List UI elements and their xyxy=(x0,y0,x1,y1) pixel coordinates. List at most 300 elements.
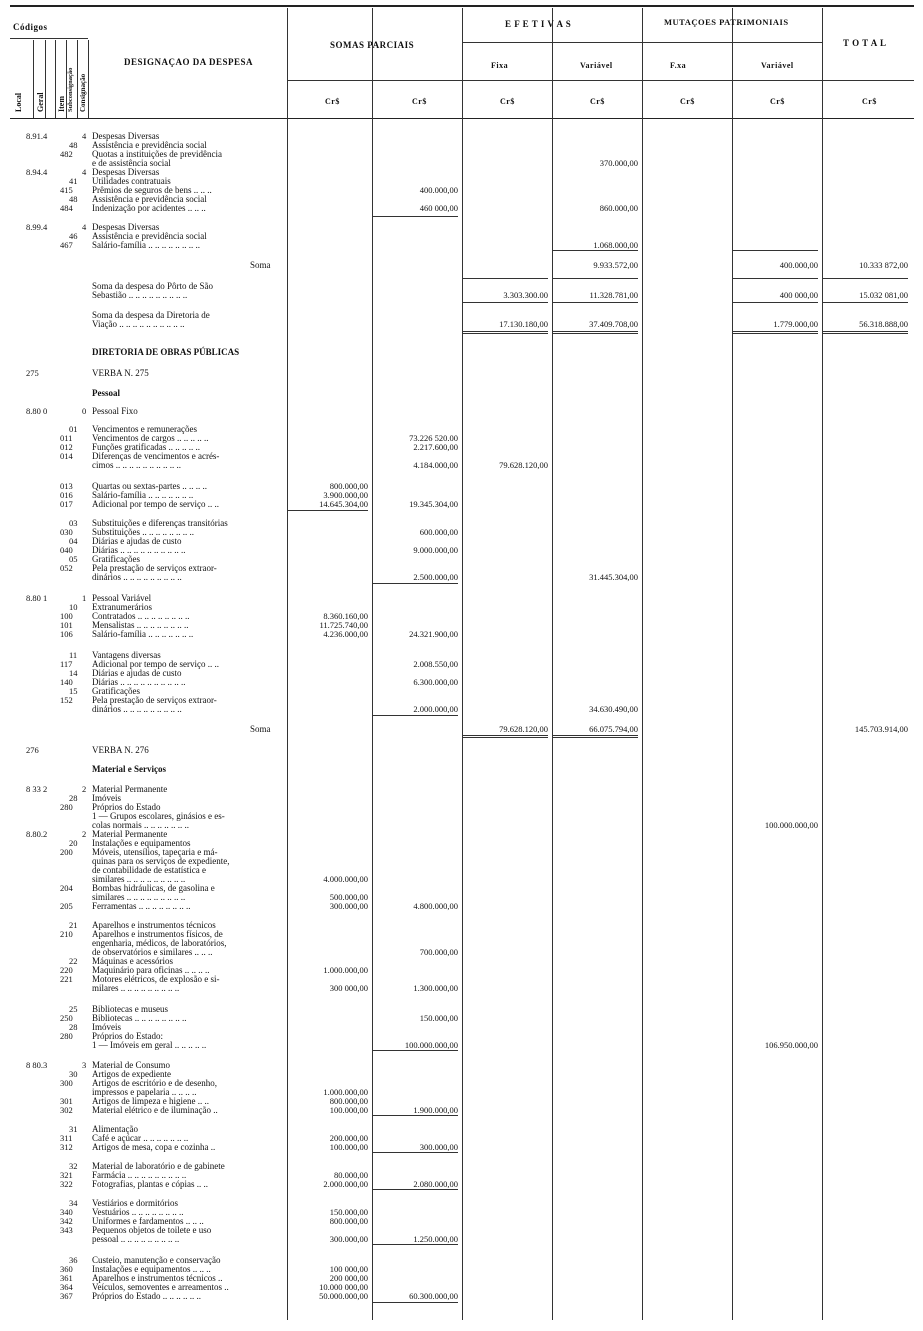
subconsignacao-code: 250 xyxy=(60,1013,73,1023)
amount-col1: 100.000,00 xyxy=(329,1142,368,1152)
subconsignacao-code: 367 xyxy=(60,1291,73,1301)
expense-description: Gratificações xyxy=(92,554,140,564)
expense-description: Motores elétricos, de explosão e si- xyxy=(92,974,220,984)
amount-col4: 1.068.000,00 xyxy=(593,240,638,250)
subconsignacao-code: 204 xyxy=(60,883,73,893)
consignacao-code: 2 xyxy=(82,829,87,839)
amount-col1: 3.900.000,00 xyxy=(323,490,368,500)
consignacao-code: 01 xyxy=(69,424,78,434)
amount-col6: 400 000,00 xyxy=(779,290,818,300)
expense-description: impressos e papelaria .. .. .. .. xyxy=(92,1087,197,1097)
expense-description: Artigos de mesa, copa e cozinha .. xyxy=(92,1142,216,1152)
subconsignacao-code: 040 xyxy=(60,545,73,555)
expense-description: Sebastião .. .. .. .. .. .. .. .. .. xyxy=(92,290,188,300)
consignacao-code: 11 xyxy=(69,650,78,660)
column-divider xyxy=(732,8,733,1320)
subconsignacao-code: 311 xyxy=(60,1133,73,1143)
expense-description: Assistência e previdência social xyxy=(92,194,207,204)
consignacao-code: 15 xyxy=(69,686,78,696)
expense-description: Soma xyxy=(250,260,271,270)
expense-description: DIRETORIA DE OBRAS PÚBLICAS xyxy=(92,347,240,357)
subconsignacao-code: 011 xyxy=(60,433,73,443)
total-header: T O T A L xyxy=(843,38,887,48)
expense-description: Bibliotecas .. .. .. .. .. .. .. .. xyxy=(92,1013,187,1023)
subconsignacao-code: 016 xyxy=(60,490,73,500)
consignacao-code: 05 xyxy=(69,554,78,564)
amount-col1: 800.000,00 xyxy=(329,1096,368,1106)
sum-underline xyxy=(552,331,638,332)
consignacao-code: 22 xyxy=(69,956,78,966)
amount-col3: 3.303.300.00 xyxy=(503,290,548,300)
amount-col2: 600.000,00 xyxy=(419,527,458,537)
local-code: 8.80 0 xyxy=(26,406,48,416)
amount-col2: 1.300.000,00 xyxy=(413,983,458,993)
expense-description: Vencimentos de cargos .. .. .. .. .. xyxy=(92,433,209,443)
expense-description: Pequenos objetos de toilete e uso xyxy=(92,1225,212,1235)
expense-description: Assistência e previdência social xyxy=(92,140,207,150)
expense-description: Vestiários e dormitórios xyxy=(92,1198,178,1208)
consignacao-code: 28 xyxy=(69,1022,78,1032)
expense-description: Material e Serviços xyxy=(92,764,166,774)
subconsignacao-code: 482 xyxy=(60,149,73,159)
amount-col2: 24.321.900,00 xyxy=(409,629,458,639)
consignacao-label: Consignação xyxy=(79,73,87,112)
local-code: 8.99.4 xyxy=(26,222,48,232)
subconsignacao-code: 152 xyxy=(60,695,73,705)
expense-description: Pessoal Fixo xyxy=(92,406,138,416)
sum-underline xyxy=(732,250,818,251)
local-code: 8.80.2 xyxy=(26,829,48,839)
expense-description: engenharia, médicos, de laboratórios, xyxy=(92,938,227,948)
subconsignacao-code: 342 xyxy=(60,1216,73,1226)
efetivas-header: E F E T I V A S xyxy=(505,19,572,29)
amount-col1: 800.000,00 xyxy=(329,481,368,491)
amount-col3: 79.628.120,00 xyxy=(499,724,548,734)
expense-description: Substituições .. .. .. .. .. .. .. .. xyxy=(92,527,195,537)
sum-underline xyxy=(287,510,368,511)
expense-description: Artigos de escritório e de desenho, xyxy=(92,1078,217,1088)
consignacao-code: 0 xyxy=(82,406,87,416)
expense-description: Mensalistas .. .. .. .. .. .. .. .. xyxy=(92,620,189,630)
expense-description: Salário-família .. .. .. .. .. .. .. .. xyxy=(92,240,200,250)
amount-col1: 300 000,00 xyxy=(329,983,368,993)
subconsignacao-code: 301 xyxy=(60,1096,73,1106)
efetivas-split xyxy=(552,42,553,118)
expense-description: Despesas Diversas xyxy=(92,167,160,177)
sum-underline xyxy=(822,278,908,279)
subconsignacao-code: 106 xyxy=(60,629,73,639)
amount-col2: 4.184.000,00 xyxy=(413,460,458,470)
sum-underline xyxy=(462,331,548,332)
expense-description: Diárias e ajudas de custo xyxy=(92,536,182,546)
consignacao-code: 4 xyxy=(82,222,87,232)
subconsignacao-code: 030 xyxy=(60,527,73,537)
codigos-label: Códigos xyxy=(13,22,48,32)
sum-underline xyxy=(552,250,638,251)
sum-underline xyxy=(372,1115,458,1116)
subconsignacao-label: Subconsignação xyxy=(67,67,74,112)
amount-col1: 200 000,00 xyxy=(329,1273,368,1283)
currency-label: Cr$ xyxy=(412,97,427,106)
expense-description: Móveis, utensílios, tapeçaria e má- xyxy=(92,847,218,857)
local-code: 8 33 2 xyxy=(26,784,48,794)
currency-label: Cr$ xyxy=(680,97,695,106)
amount-col1: 14.645.304,00 xyxy=(319,499,368,509)
amount-col2: 9.000.000,00 xyxy=(413,545,458,555)
subconsignacao-code: 220 xyxy=(60,965,73,975)
expense-description: similares .. .. .. .. .. .. .. .. .. xyxy=(92,892,186,902)
currency-label: Cr$ xyxy=(325,97,340,106)
consignacao-code: 21 xyxy=(69,920,78,930)
consignacao-code: 03 xyxy=(69,518,78,528)
column-divider xyxy=(552,8,553,1320)
subconsignacao-code: 221 xyxy=(60,974,73,984)
amount-col1: 300.000,00 xyxy=(329,1234,368,1244)
amount-col7: 15.032 081,00 xyxy=(859,290,908,300)
amount-col1: 200.000,00 xyxy=(329,1133,368,1143)
subconsignacao-code: 343 xyxy=(60,1225,73,1235)
local-code: 8.94.4 xyxy=(26,167,48,177)
expense-description: Vantagens diversas xyxy=(92,650,161,660)
expense-description: Próprios do Estado xyxy=(92,802,161,812)
local-code: 8.80 1 xyxy=(26,593,48,603)
amount-col1: 11.725.740,00 xyxy=(319,620,368,630)
expense-description: Próprios do Estado .. .. .. .. .. .. xyxy=(92,1291,201,1301)
expense-description: Indenização por acidentes .. .. .. xyxy=(92,203,206,213)
amount-col1: 300.000,00 xyxy=(329,901,368,911)
consignacao-code: 28 xyxy=(69,793,78,803)
subconsignacao-code: 340 xyxy=(60,1207,73,1217)
amount-col6: 1.779.000,00 xyxy=(773,319,818,329)
expense-description: Instalações e equipamentos xyxy=(92,838,191,848)
amount-col2: 2.008.550,00 xyxy=(413,659,458,669)
expense-description: pessoal .. .. .. .. .. .. .. .. .. xyxy=(92,1234,180,1244)
somas-parciais-header: SOMAS PARCIAIS xyxy=(330,40,415,50)
amount-col2: 150.000,00 xyxy=(419,1013,458,1023)
amount-col1: 50.000.000,00 xyxy=(319,1291,368,1301)
code-column-divider xyxy=(45,40,46,118)
subconsignacao-code: 302 xyxy=(60,1105,73,1115)
designacao-header: DESIGNAÇAO DA DESPESA xyxy=(124,57,254,67)
subconsignacao-code: 200 xyxy=(60,847,73,857)
expense-description: Utilidades contratuais xyxy=(92,176,171,186)
amount-col6: 100.000.000,00 xyxy=(764,820,818,830)
subconsignacao-code: 321 xyxy=(60,1170,73,1180)
amount-col2: 2.080.000,00 xyxy=(413,1179,458,1189)
subconsignacao-code: 205 xyxy=(60,901,73,911)
expense-description: de contabilidade de estatística e xyxy=(92,865,206,875)
consignacao-code: 31 xyxy=(69,1124,78,1134)
sum-underline xyxy=(372,1189,458,1190)
local-code: 276 xyxy=(26,745,39,755)
expense-description: Instalações e equipamentos .. .. .. xyxy=(92,1264,211,1274)
expense-description: similares .. .. .. .. .. .. .. .. .. xyxy=(92,874,186,884)
expense-description: de observatórios e similares .. .. .. xyxy=(92,947,213,957)
expense-description: Assistência e previdência social xyxy=(92,231,207,241)
subconsignacao-code: 280 xyxy=(60,1031,73,1041)
local-label: Local xyxy=(14,92,23,112)
expense-description: Viação .. .. .. .. .. .. .. .. .. .. xyxy=(92,319,185,329)
expense-description: Material elétrico e de iluminação .. xyxy=(92,1105,218,1115)
expense-description: Material de Consumo xyxy=(92,1060,170,1070)
amount-col7: 10.333 872,00 xyxy=(859,260,908,270)
sum-underline xyxy=(372,1152,458,1153)
amount-col4: 11.328.781,00 xyxy=(589,290,638,300)
subconsignacao-code: 101 xyxy=(60,620,73,630)
amount-col2: 460 000,00 xyxy=(419,203,458,213)
sum-underline xyxy=(822,302,908,303)
expense-description: Funções gratificadas .. .. .. .. .. xyxy=(92,442,200,452)
expense-description: Fotografias, plantas e cópias .. .. xyxy=(92,1179,208,1189)
amount-col7: 145.703.914,00 xyxy=(854,724,908,734)
amount-col6: 106.950.000,00 xyxy=(764,1040,818,1050)
amount-col1: 4.236.000,00 xyxy=(323,629,368,639)
expense-description: Custeio, manutenção e conservação xyxy=(92,1255,221,1265)
local-code: 8.91.4 xyxy=(26,131,48,141)
amount-col1: 4.000.000,00 xyxy=(323,874,368,884)
sum-underline xyxy=(372,1302,458,1303)
amount-col2: 4.800.000,00 xyxy=(413,901,458,911)
expense-description: Bombas hidráulicas, de gasolina e xyxy=(92,883,215,893)
subheader-rule xyxy=(287,80,914,81)
expense-description: Pessoal xyxy=(92,388,120,398)
top-border xyxy=(10,5,914,7)
expense-description: Ferramentas .. .. .. .. .. .. .. .. xyxy=(92,901,191,911)
expense-description: Artigos de expediente xyxy=(92,1069,171,1079)
consignacao-code: 48 xyxy=(69,140,78,150)
geral-label: Geral xyxy=(36,92,45,112)
expense-description: dinários .. .. .. .. .. .. .. .. .. xyxy=(92,704,182,714)
amount-col2: 100.000.000,00 xyxy=(404,1040,458,1050)
expense-description: Bibliotecas e museus xyxy=(92,1004,168,1014)
amount-col2: 1.900.000,00 xyxy=(413,1105,458,1115)
amount-col1: 80.000,00 xyxy=(334,1170,368,1180)
expense-description: VERBA N. 275 xyxy=(92,368,149,378)
expense-description: dinários .. .. .. .. .. .. .. .. .. xyxy=(92,572,182,582)
sum-underline xyxy=(372,1050,458,1051)
consignacao-code: 32 xyxy=(69,1161,78,1171)
expense-description: Substituições e diferenças transitórias xyxy=(92,518,228,528)
amount-col1: 100.000,00 xyxy=(329,1105,368,1115)
expense-description: 1 — Grupos escolares, ginásios e es- xyxy=(92,811,225,821)
amount-col4: 860.000,00 xyxy=(599,203,638,213)
amount-col2: 700.000,00 xyxy=(419,947,458,957)
subconsignacao-code: 140 xyxy=(60,677,73,687)
amount-col7: 56.318.888,00 xyxy=(859,319,908,329)
expense-description: Prêmios de seguros de bens .. .. .. xyxy=(92,185,212,195)
variavel2-header: Variável xyxy=(761,61,794,70)
subconsignacao-code: 013 xyxy=(60,481,73,491)
subconsignacao-code: 052 xyxy=(60,563,73,573)
expense-description: cimos .. .. .. .. .. .. .. .. .. .. xyxy=(92,460,181,470)
amount-col1: 8.360.160,00 xyxy=(323,611,368,621)
subconsignacao-code: 361 xyxy=(60,1273,73,1283)
local-code: 8 80.3 xyxy=(26,1060,48,1070)
subconsignacao-code: 012 xyxy=(60,442,73,452)
subconsignacao-code: 280 xyxy=(60,802,73,812)
amount-col2: 2.000.000,00 xyxy=(413,704,458,714)
column-divider xyxy=(462,8,463,1320)
expense-description: Máquinas e acessórios xyxy=(92,956,173,966)
amount-col4: 34.630.490,00 xyxy=(589,704,638,714)
amount-col4: 370.000,00 xyxy=(599,158,638,168)
sum-underline xyxy=(372,216,458,217)
mutacoes-header: MUTAÇOES PATRIMONIAIS xyxy=(664,17,789,27)
expense-description: Veículos, semoventes e arreamentos .. xyxy=(92,1282,229,1292)
expense-description: Salário-família .. .. .. .. .. .. .. xyxy=(92,490,194,500)
expense-description: milares .. .. .. .. .. .. .. .. .. xyxy=(92,983,180,993)
sum-underline xyxy=(552,278,638,279)
sum-underline xyxy=(822,331,908,332)
expense-description: Pela prestação de serviços extraor- xyxy=(92,695,217,705)
sum-underline xyxy=(372,715,458,716)
subconsignacao-code: 312 xyxy=(60,1142,73,1152)
amount-col1: 150.000,00 xyxy=(329,1207,368,1217)
amount-col2: 400.000,00 xyxy=(419,185,458,195)
subconsignacao-code: 364 xyxy=(60,1282,73,1292)
column-divider xyxy=(822,8,823,1320)
mutacoes-split xyxy=(732,42,733,118)
consignacao-code: 41 xyxy=(69,176,78,186)
expense-description: Quotas a instituições de previdência xyxy=(92,149,222,159)
currency-label: Cr$ xyxy=(590,97,605,106)
consignacao-code: 46 xyxy=(69,231,78,241)
sum-underline xyxy=(372,1244,458,1245)
sum-underline xyxy=(462,333,548,334)
consignacao-code: 04 xyxy=(69,536,78,546)
consignacao-code: 1 xyxy=(82,593,87,603)
consignacao-code: 36 xyxy=(69,1255,78,1265)
subconsignacao-code: 484 xyxy=(60,203,73,213)
expense-description: Diferenças de vencimentos e acrés- xyxy=(92,451,220,461)
amount-col1: 800.000,00 xyxy=(329,1216,368,1226)
expense-description: Aparelhos e instrumentos técnicos xyxy=(92,920,216,930)
amount-col2: 19.345.304,00 xyxy=(409,499,458,509)
expense-description: Artigos de limpeza e higiene .. .. xyxy=(92,1096,209,1106)
expense-description: Soma da despesa da Diretoria de xyxy=(92,310,210,320)
expense-description: Aparelhos e instrumentos físicos, de xyxy=(92,929,223,939)
column-divider xyxy=(287,8,288,1320)
sum-underline xyxy=(462,735,548,736)
expense-description: Diárias e ajudas de custo xyxy=(92,668,182,678)
expense-description: Despesas Diversas xyxy=(92,131,160,141)
expense-description: Adicional por tempo de serviço .. .. xyxy=(92,659,219,669)
amount-col2: 60.300.000,00 xyxy=(409,1291,458,1301)
fixa2-header: F.xa xyxy=(670,61,687,70)
column-divider xyxy=(642,8,643,1320)
code-column-divider xyxy=(77,40,78,118)
consignacao-code: 25 xyxy=(69,1004,78,1014)
expense-description: Pela prestação de serviços extraor- xyxy=(92,563,217,573)
subconsignacao-code: 300 xyxy=(60,1078,73,1088)
code-column-divider xyxy=(33,40,34,118)
codes-rule xyxy=(10,38,88,39)
expense-description: Gratificações xyxy=(92,686,140,696)
consignacao-code: 20 xyxy=(69,838,78,848)
expense-description: VERBA N. 276 xyxy=(92,745,149,755)
subconsignacao-code: 117 xyxy=(60,659,73,669)
expense-description: Diárias .. .. .. .. .. .. .. .. .. .. xyxy=(92,677,186,687)
amount-col4: 9.933.572,00 xyxy=(593,260,638,270)
expense-description: Pessoal Variável xyxy=(92,593,152,603)
expense-description: Despesas Diversas xyxy=(92,222,160,232)
code-column-divider xyxy=(88,40,89,118)
column-divider xyxy=(372,8,373,1320)
amount-col4: 31.445.304,00 xyxy=(589,572,638,582)
subconsignacao-code: 014 xyxy=(60,451,73,461)
subconsignacao-code: 017 xyxy=(60,499,73,509)
sum-underline xyxy=(552,735,638,736)
consignacao-code: 3 xyxy=(82,1060,87,1070)
expense-description: Soma da despesa do Pôrto de São xyxy=(92,281,213,291)
expense-description: Imóveis xyxy=(92,793,121,803)
amount-col1: 2.000.000,00 xyxy=(323,1179,368,1189)
sum-underline xyxy=(462,302,548,303)
expense-description: Farmácia .. .. .. .. .. .. .. .. .. xyxy=(92,1170,187,1180)
subconsignacao-code: 100 xyxy=(60,611,73,621)
sum-underline xyxy=(732,278,818,279)
item-label: Item xyxy=(57,96,66,112)
sum-underline xyxy=(732,333,818,334)
expense-description: Material de laboratório e de gabinete xyxy=(92,1161,225,1171)
expense-description: Material Permanente xyxy=(92,829,168,839)
expense-description: e de assistência social xyxy=(92,158,171,168)
amount-col2: 6.300.000,00 xyxy=(413,677,458,687)
amount-col1: 500.000,00 xyxy=(329,892,368,902)
amount-col3: 17.130.180,00 xyxy=(499,319,548,329)
expense-description: Quartas ou sextas-partes .. .. .. .. xyxy=(92,481,207,491)
expense-description: Maquinário para oficinas .. .. .. .. xyxy=(92,965,210,975)
subconsignacao-code: 210 xyxy=(60,929,73,939)
expense-description: Salário-família .. .. .. .. .. .. .. xyxy=(92,629,194,639)
expense-description: Uniformes e fardamentos .. .. .. xyxy=(92,1216,204,1226)
consignacao-code: 14 xyxy=(69,668,78,678)
expense-description: quinas para os serviços de expediente, xyxy=(92,856,230,866)
fixa-header: Fixa xyxy=(491,61,509,70)
amount-col2: 2.500.000,00 xyxy=(413,572,458,582)
sum-underline xyxy=(822,333,908,334)
sum-underline xyxy=(732,331,818,332)
expense-description: Vestuários .. .. .. .. .. .. .. .. xyxy=(92,1207,184,1217)
sum-underline xyxy=(552,333,638,334)
amount-col2: 2.217.600,00 xyxy=(413,442,458,452)
expense-description: Imóveis xyxy=(92,1022,121,1032)
expense-description: Alimentação xyxy=(92,1124,138,1134)
subconsignacao-code: 322 xyxy=(60,1179,73,1189)
amount-col4: 37.409.708,00 xyxy=(589,319,638,329)
expense-description: 1 — Imóveis em geral .. .. .. .. .. xyxy=(92,1040,207,1050)
currency-label: Cr$ xyxy=(862,97,877,106)
subconsignacao-code: 415 xyxy=(60,185,73,195)
expense-description: Diárias .. .. .. .. .. .. .. .. .. .. xyxy=(92,545,186,555)
consignacao-code: 4 xyxy=(82,131,87,141)
expense-description: Soma xyxy=(250,724,271,734)
subconsignacao-code: 467 xyxy=(60,240,73,250)
local-code: 275 xyxy=(26,368,39,378)
expense-description: Material Permanente xyxy=(92,784,168,794)
sum-underline xyxy=(552,302,638,303)
amount-col1: 100 000,00 xyxy=(329,1264,368,1274)
amount-col4: 66.075.794,00 xyxy=(589,724,638,734)
consignacao-code: 30 xyxy=(69,1069,78,1079)
consignacao-code: 48 xyxy=(69,194,78,204)
amount-col3: 79.628.120,00 xyxy=(499,460,548,470)
sum-underline xyxy=(372,583,458,584)
sum-underline xyxy=(732,302,818,303)
expense-description: Contratados .. .. .. .. .. .. .. .. xyxy=(92,611,190,621)
amount-col1: 10.000 000,00 xyxy=(319,1282,368,1292)
consignacao-code: 2 xyxy=(82,784,87,794)
